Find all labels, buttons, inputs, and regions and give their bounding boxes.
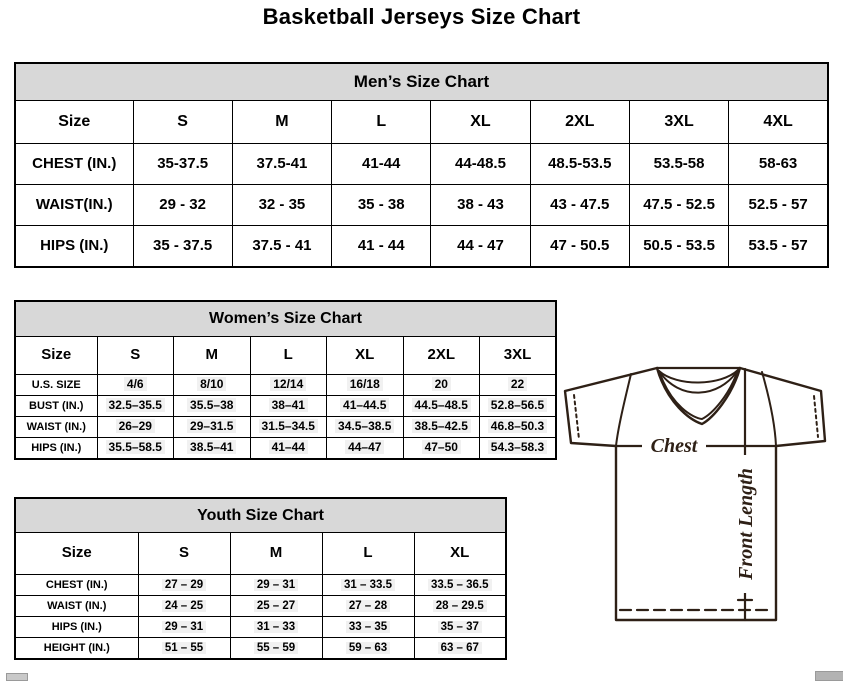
youth-table-row xyxy=(15,575,506,596)
women-table-row xyxy=(15,375,556,396)
youth-size-cell xyxy=(230,596,322,617)
women-size-cell xyxy=(403,417,480,438)
men-size-cell xyxy=(232,185,331,226)
women-size-value: 41–44 xyxy=(269,440,308,454)
men-column-header: 2XL xyxy=(530,101,629,144)
youth-size-value: 63 – 67 xyxy=(438,642,482,654)
front-length-label: Front Length xyxy=(735,468,757,580)
youth-size-cell xyxy=(230,575,322,596)
women-table-row xyxy=(15,438,556,460)
women-size-value: 38–41 xyxy=(269,398,308,412)
youth-size-label: Size xyxy=(15,533,138,575)
men-size-cell xyxy=(530,226,629,268)
men-size-cell xyxy=(431,144,530,185)
men-size-cell xyxy=(629,226,728,268)
women-size-value: 38.5–42.5 xyxy=(412,419,471,433)
jersey-illustration xyxy=(555,358,842,628)
women-size-cell xyxy=(403,438,480,460)
men-size-cell xyxy=(530,144,629,185)
youth-size-value: 31 – 33 xyxy=(254,621,298,633)
women-size-cell xyxy=(97,417,174,438)
men-size-value: 29 - 32 xyxy=(159,195,206,213)
men-size-cell xyxy=(629,185,728,226)
youth-size-cell xyxy=(138,575,230,596)
jersey-right-seam xyxy=(762,372,776,446)
men-size-value: 53.5-58 xyxy=(653,154,705,172)
men-size-value: 44 - 47 xyxy=(457,236,504,254)
women-size-cell xyxy=(174,375,251,396)
jersey-left-cuff-dashes xyxy=(574,395,579,439)
men-column-header: L xyxy=(332,101,431,144)
women-size-cell xyxy=(250,396,327,417)
women-size-value: 4/6 xyxy=(124,377,147,391)
jersey-right-sleeve xyxy=(740,368,825,446)
men-size-value: 35 - 38 xyxy=(357,195,405,213)
youth-size-value: 55 – 59 xyxy=(254,642,298,654)
youth-size-value: 25 – 27 xyxy=(254,600,298,612)
women-column-header: M xyxy=(174,337,251,375)
men-size-cell xyxy=(431,226,530,268)
men-size-value: 35-37.5 xyxy=(157,154,209,172)
men-row-label: CHEST (IN.) xyxy=(15,144,133,185)
youth-size-cell xyxy=(138,617,230,638)
youth-size-cell xyxy=(138,638,230,660)
corner-fragment-right xyxy=(815,671,843,681)
youth-size-value: 51 – 55 xyxy=(162,642,206,654)
youth-size-value: 33.5 – 36.5 xyxy=(428,579,492,591)
women-size-cell xyxy=(480,438,557,460)
jersey-collar-arc2 xyxy=(659,370,738,393)
men-size-value: 47 - 50.5 xyxy=(550,236,610,254)
youth-table-row xyxy=(15,638,506,660)
women-row-label: HIPS (IN.) xyxy=(15,438,97,460)
women-size-value: 47–50 xyxy=(422,440,461,454)
youth-size-cell xyxy=(230,638,322,660)
women-size-cell xyxy=(97,396,174,417)
mens-size-table xyxy=(14,62,829,268)
jersey-left-seam xyxy=(616,374,631,446)
men-size-label: Size xyxy=(15,101,133,144)
youth-row-label: WAIST (IN.) xyxy=(15,596,138,617)
men-size-value: 44-48.5 xyxy=(455,154,506,172)
women-size-cell xyxy=(174,396,251,417)
youth-size-value: 31 – 33.5 xyxy=(341,579,395,591)
men-row-label: WAIST(IN.) xyxy=(15,185,133,226)
women-size-cell xyxy=(97,375,174,396)
women-size-cell xyxy=(480,375,557,396)
youth-size-cell xyxy=(230,617,322,638)
women-row-label: BUST (IN.) xyxy=(15,396,97,417)
jersey-measurement-diagram xyxy=(555,358,842,628)
youth-size-value: 29 – 31 xyxy=(162,621,206,633)
youth-size-cell xyxy=(414,596,506,617)
women-size-value: 35.5–38 xyxy=(187,398,236,412)
men-size-cell xyxy=(332,226,431,268)
men-column-header: S xyxy=(133,101,232,144)
men-size-value: 53.5 - 57 xyxy=(748,236,808,254)
chest-label: Chest xyxy=(650,435,698,457)
men-table-title: Men’s Size Chart xyxy=(15,63,828,101)
men-size-value: 41 - 44 xyxy=(357,236,405,254)
women-size-value: 41–44.5 xyxy=(340,398,389,412)
youth-size-value: 27 – 28 xyxy=(346,600,390,612)
women-size-cell xyxy=(174,438,251,460)
women-size-cell xyxy=(480,417,557,438)
women-size-cell xyxy=(480,396,557,417)
men-size-value: 41-44 xyxy=(362,154,401,172)
women-size-value: 54.3–58.3 xyxy=(488,440,547,454)
men-size-value: 58-63 xyxy=(758,154,798,172)
women-size-label: Size xyxy=(15,337,97,375)
women-size-cell xyxy=(327,438,404,460)
men-size-value: 50.5 - 53.5 xyxy=(643,236,715,254)
women-column-header: 2XL xyxy=(403,337,480,375)
women-table-row xyxy=(15,417,556,438)
jersey-collar-arc1 xyxy=(659,370,738,383)
men-size-value: 48.5-53.5 xyxy=(548,154,612,172)
men-column-header: 4XL xyxy=(729,101,828,144)
women-table-title: Women’s Size Chart xyxy=(15,301,556,337)
youth-column-header: M xyxy=(230,533,322,575)
men-size-cell xyxy=(729,226,828,268)
youth-size-cell xyxy=(414,638,506,660)
youth-size-value: 33 – 35 xyxy=(346,621,390,633)
youth-size-value: 27 – 29 xyxy=(162,579,206,591)
women-size-value: 44–47 xyxy=(345,440,384,454)
men-row-label: HIPS (IN.) xyxy=(15,226,133,268)
youth-size-value: 29 – 31 xyxy=(254,579,298,591)
women-size-cell xyxy=(403,375,480,396)
youth-size-value: 28 – 29.5 xyxy=(433,600,487,612)
men-column-header: 3XL xyxy=(629,101,728,144)
youth-size-cell xyxy=(322,638,414,660)
men-size-cell xyxy=(332,185,431,226)
men-table-row xyxy=(15,144,828,185)
youth-size-cell xyxy=(138,596,230,617)
women-table-row xyxy=(15,396,556,417)
women-size-value: 8/10 xyxy=(197,377,226,391)
women-size-cell xyxy=(327,417,404,438)
men-size-value: 37.5-41 xyxy=(256,154,308,172)
women-size-value: 52.8–56.5 xyxy=(488,398,547,412)
womens-size-table xyxy=(14,300,557,460)
youth-table-row xyxy=(15,596,506,617)
men-size-value: 32 - 35 xyxy=(258,195,306,213)
men-column-header: M xyxy=(232,101,331,144)
youth-size-value: 24 – 25 xyxy=(162,600,206,612)
youth-size-cell xyxy=(322,596,414,617)
youth-size-cell xyxy=(414,617,506,638)
youth-size-value: 35 – 37 xyxy=(438,621,482,633)
men-size-cell xyxy=(133,226,232,268)
men-size-cell xyxy=(232,226,331,268)
youth-row-label: HIPS (IN.) xyxy=(15,617,138,638)
women-column-header: S xyxy=(97,337,174,375)
men-table-row xyxy=(15,226,828,268)
youth-column-header: L xyxy=(322,533,414,575)
women-size-value: 35.5–58.5 xyxy=(106,440,165,454)
youth-table-row xyxy=(15,617,506,638)
women-size-cell xyxy=(327,375,404,396)
youth-table-title: Youth Size Chart xyxy=(15,498,506,533)
youth-row-label: CHEST (IN.) xyxy=(15,575,138,596)
youth-size-cell xyxy=(322,617,414,638)
corner-fragment-left xyxy=(6,673,28,681)
men-size-cell xyxy=(629,144,728,185)
women-size-cell xyxy=(250,417,327,438)
youth-column-header: XL xyxy=(414,533,506,575)
women-size-value: 31.5–34.5 xyxy=(259,419,318,433)
men-size-cell xyxy=(729,144,828,185)
women-size-value: 34.5–38.5 xyxy=(335,419,394,433)
women-size-value: 22 xyxy=(508,377,527,391)
men-size-cell xyxy=(332,144,431,185)
men-size-value: 43 - 47.5 xyxy=(550,195,610,213)
women-column-header: L xyxy=(250,337,327,375)
women-size-value: 29–31.5 xyxy=(187,419,236,433)
youth-column-header: S xyxy=(138,533,230,575)
women-size-cell xyxy=(97,438,174,460)
women-row-label: WAIST (IN.) xyxy=(15,417,97,438)
women-column-header: 3XL xyxy=(480,337,557,375)
youth-size-value: 59 – 63 xyxy=(346,642,390,654)
jersey-right-cuff-dashes xyxy=(814,396,818,437)
men-size-value: 52.5 - 57 xyxy=(748,195,808,213)
men-size-cell xyxy=(431,185,530,226)
men-column-header: XL xyxy=(431,101,530,144)
women-size-value: 16/18 xyxy=(347,377,383,391)
women-row-label: U.S. SIZE xyxy=(15,375,97,396)
women-column-header: XL xyxy=(327,337,404,375)
men-size-value: 37.5 - 41 xyxy=(252,236,312,254)
women-size-value: 12/14 xyxy=(270,377,306,391)
women-size-value: 46.8–50.3 xyxy=(488,419,547,433)
men-size-value: 38 - 43 xyxy=(457,195,504,213)
men-size-value: 35 - 37.5 xyxy=(153,236,213,254)
women-size-cell xyxy=(250,438,327,460)
women-size-value: 20 xyxy=(432,377,451,391)
youth-row-label: HEIGHT (IN.) xyxy=(15,638,138,660)
men-size-cell xyxy=(530,185,629,226)
women-size-cell xyxy=(174,417,251,438)
men-table-row xyxy=(15,185,828,226)
women-size-cell xyxy=(327,396,404,417)
women-size-cell xyxy=(250,375,327,396)
men-size-cell xyxy=(729,185,828,226)
women-size-value: 26–29 xyxy=(116,419,155,433)
youth-size-table xyxy=(14,497,507,660)
men-size-cell xyxy=(232,144,331,185)
women-size-value: 38.5–41 xyxy=(187,440,236,454)
women-size-cell xyxy=(403,396,480,417)
women-size-value: 32.5–35.5 xyxy=(106,398,165,412)
men-size-value: 47.5 - 52.5 xyxy=(643,195,715,213)
women-size-value: 44.5–48.5 xyxy=(412,398,471,412)
page-title: Basketball Jerseys Size Chart xyxy=(262,4,581,29)
men-size-cell xyxy=(133,144,232,185)
men-size-cell xyxy=(133,185,232,226)
youth-size-cell xyxy=(322,575,414,596)
youth-size-cell xyxy=(414,575,506,596)
